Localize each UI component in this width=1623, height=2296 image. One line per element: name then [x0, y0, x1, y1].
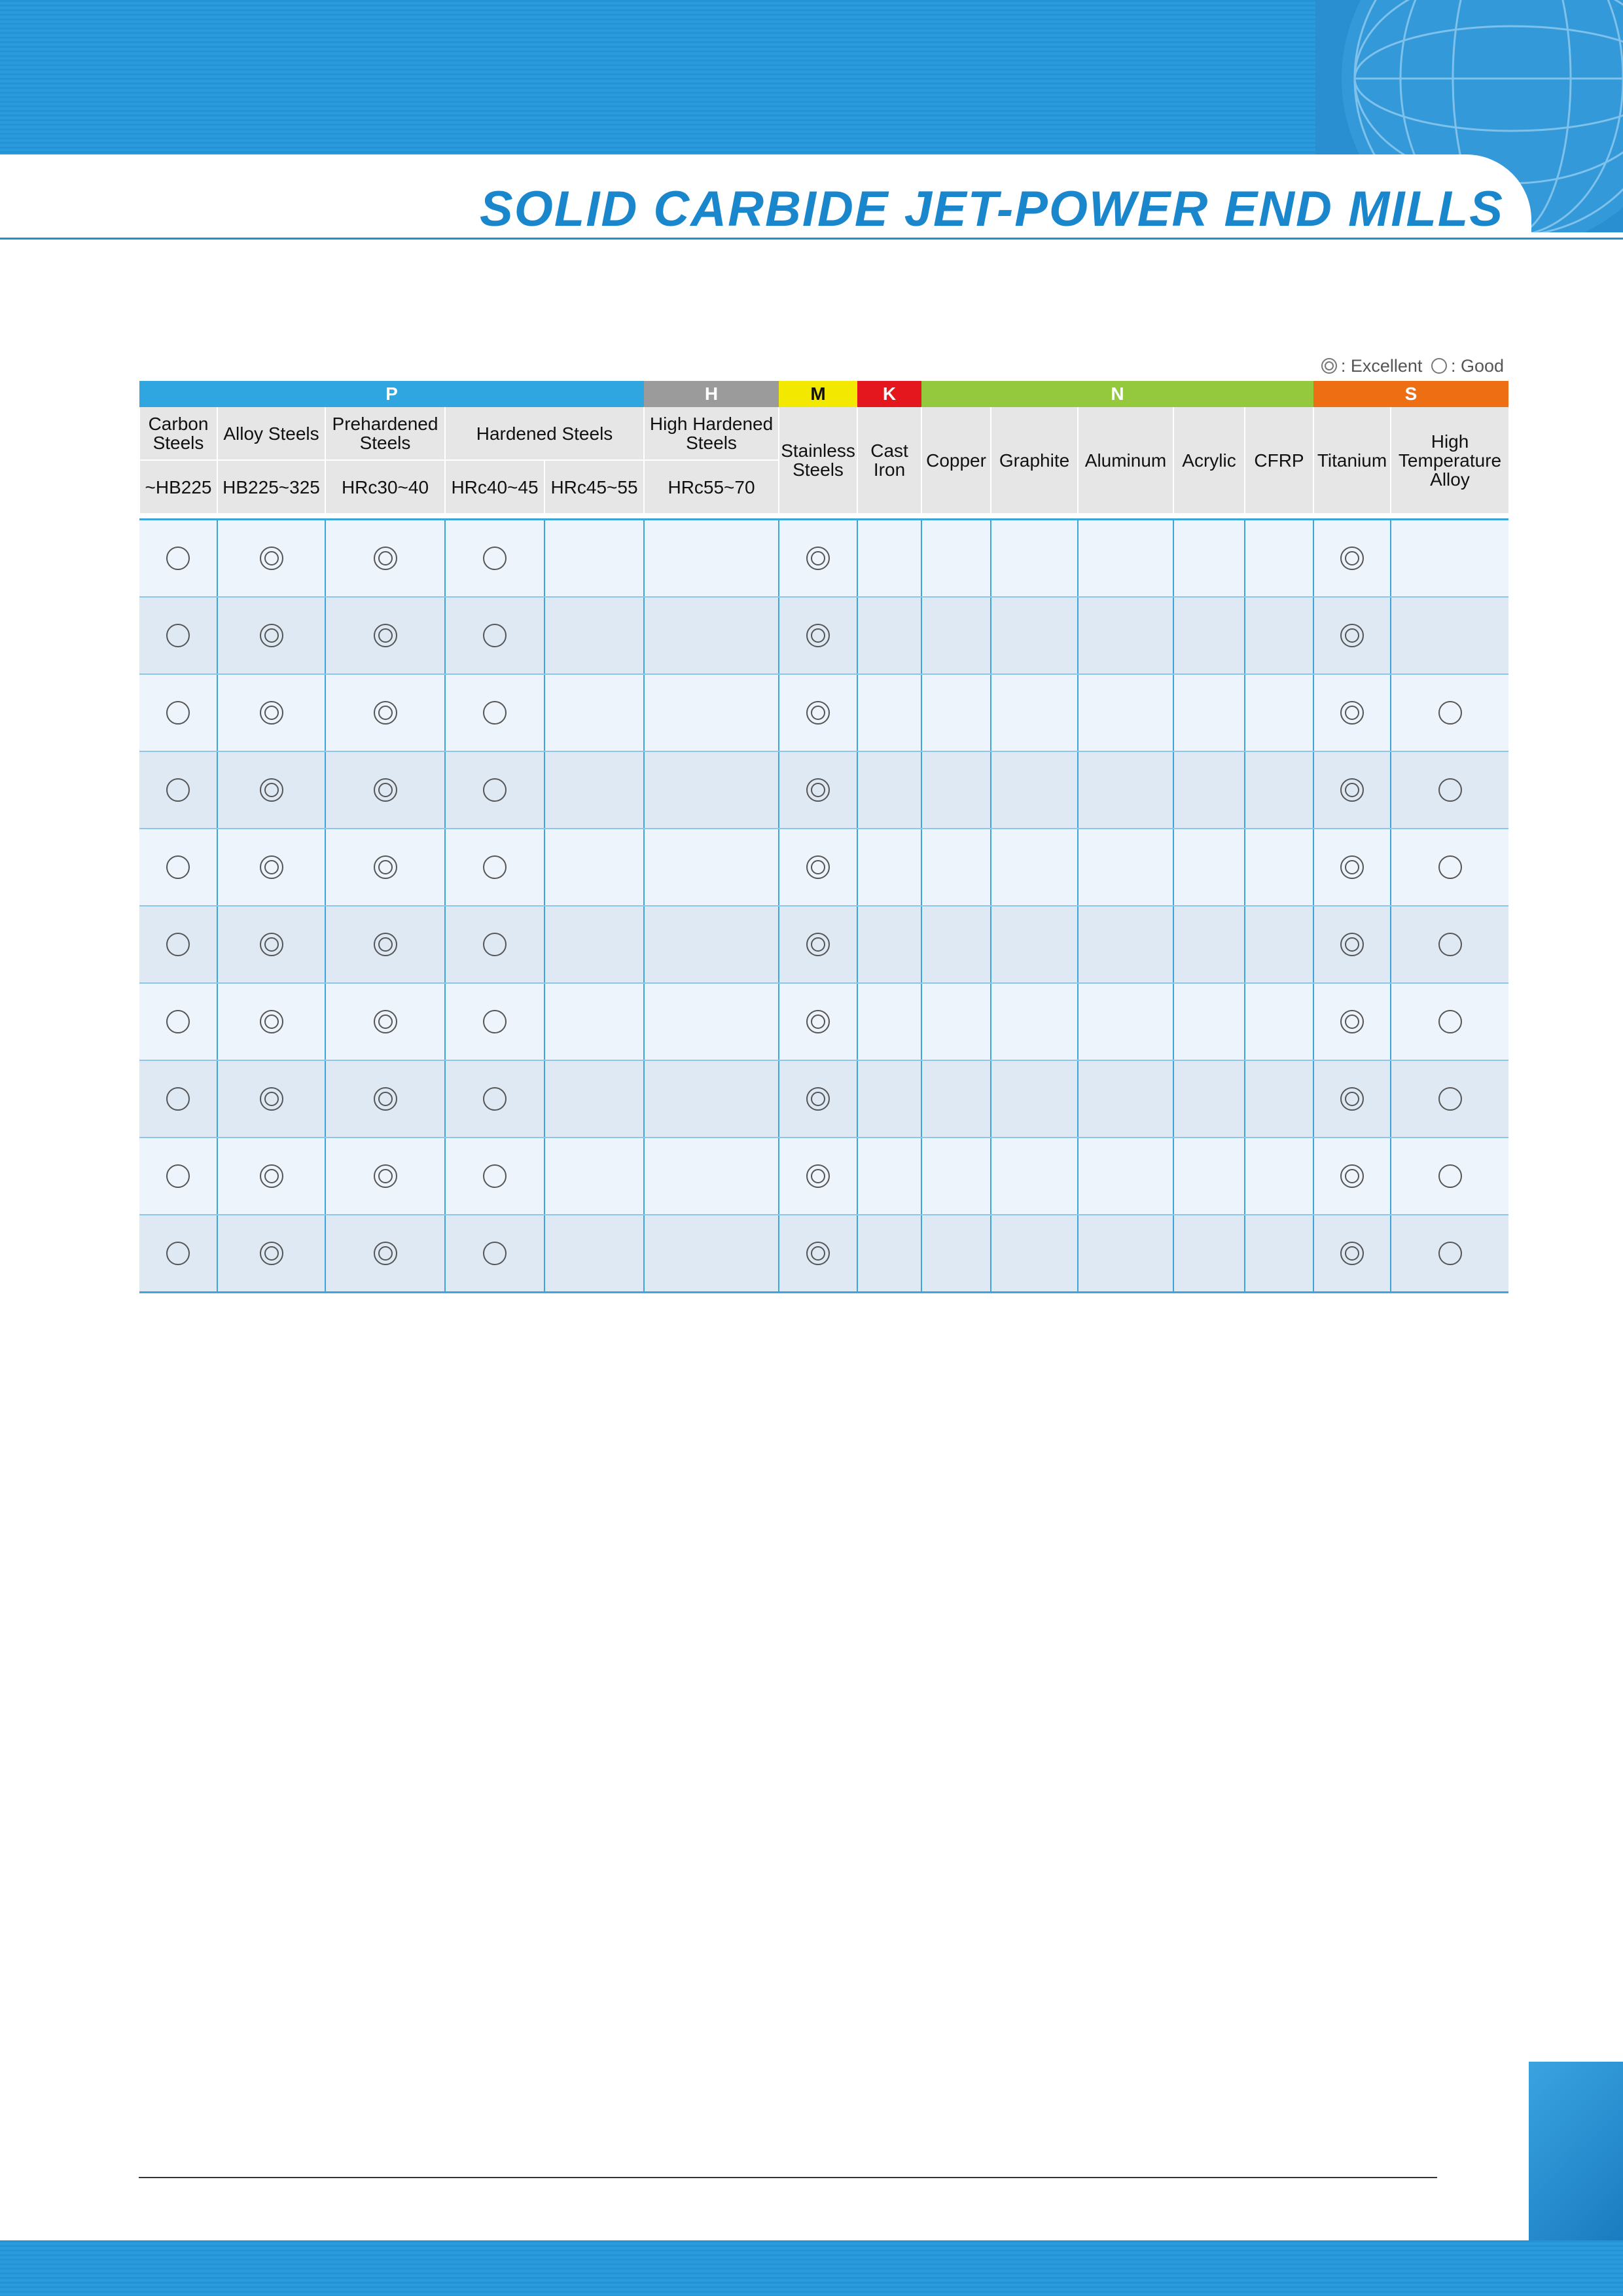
- table-cell: [921, 751, 991, 829]
- excellent-mark-icon: [806, 1010, 830, 1033]
- table-cell: [325, 906, 445, 983]
- table-row: [139, 983, 1508, 1060]
- hardness-4: HRc45~55: [544, 460, 644, 514]
- table-cell: [779, 1060, 857, 1138]
- excellent-mark-icon: [806, 1164, 830, 1188]
- table-cell: [779, 1138, 857, 1215]
- table-cell: [544, 597, 644, 674]
- header-divider: [0, 238, 1623, 240]
- excellent-mark-icon: [260, 1010, 283, 1033]
- excellent-mark-icon: [260, 1087, 283, 1111]
- footer-panel: [1440, 2029, 1529, 2240]
- hardness-2: HRc30~40: [325, 460, 445, 514]
- table-cell: [1173, 751, 1245, 829]
- table-cell: [779, 906, 857, 983]
- hardness-5: HRc55~70: [644, 460, 779, 514]
- table-cell: [1078, 520, 1173, 598]
- col-aluminum: Aluminum: [1078, 407, 1173, 514]
- table-cell: [445, 829, 544, 906]
- table-cell: [544, 751, 644, 829]
- table-cell: [1313, 520, 1391, 598]
- table-cell: [445, 906, 544, 983]
- table-cell: [857, 520, 921, 598]
- table-cell: [1173, 674, 1245, 751]
- table-cell: [921, 906, 991, 983]
- table-cell: [544, 674, 644, 751]
- excellent-mark-icon: [260, 624, 283, 647]
- good-mark-icon: [166, 1164, 190, 1188]
- table-cell: [217, 829, 325, 906]
- excellent-mark-icon: [374, 701, 397, 725]
- excellent-mark-icon: [806, 778, 830, 802]
- table-cell: [139, 1138, 217, 1215]
- table-cell: [857, 906, 921, 983]
- table-row: [139, 1138, 1508, 1215]
- table-row: [139, 906, 1508, 983]
- good-mark-icon: [1438, 1242, 1462, 1265]
- table-cell: [1078, 751, 1173, 829]
- table-cell: [1391, 751, 1508, 829]
- table-cell: [445, 674, 544, 751]
- table-cell: [991, 983, 1078, 1060]
- excellent-mark-icon: [260, 1164, 283, 1188]
- table-cell: [779, 597, 857, 674]
- table-row: [139, 751, 1508, 829]
- good-mark-icon: [166, 933, 190, 956]
- table-cell: [1078, 1215, 1173, 1293]
- table-cell: [1391, 597, 1508, 674]
- good-mark-icon: [483, 778, 507, 802]
- group-k: K: [857, 381, 921, 407]
- table-cell: [1313, 751, 1391, 829]
- group-p: P: [139, 381, 644, 407]
- table-cell: [445, 751, 544, 829]
- table-cell: [857, 1060, 921, 1138]
- table-cell: [139, 674, 217, 751]
- table-cell: [544, 983, 644, 1060]
- page-title: SOLID CARBIDE JET-POWER END MILLS: [480, 181, 1504, 237]
- excellent-mark-icon: [260, 547, 283, 570]
- table-cell: [1391, 1138, 1508, 1215]
- table-cell: [1245, 520, 1313, 598]
- table-cell: [1313, 1138, 1391, 1215]
- table-cell: [1245, 674, 1313, 751]
- table-cell: [857, 597, 921, 674]
- good-mark-icon: [166, 1242, 190, 1265]
- table-cell: [779, 1215, 857, 1293]
- table-cell: [1245, 597, 1313, 674]
- table-cell: [1245, 906, 1313, 983]
- table-cell: [1391, 674, 1508, 751]
- excellent-mark-icon: [806, 1242, 830, 1265]
- good-mark-icon: [483, 1010, 507, 1033]
- col-high-hardened-steels: High Hardened Steels: [644, 407, 779, 460]
- excellent-mark-icon: [374, 933, 397, 956]
- excellent-mark-icon: [1340, 624, 1364, 647]
- excellent-mark-icon: [806, 1087, 830, 1111]
- excellent-mark-icon: [260, 1242, 283, 1265]
- excellent-mark-icon: [374, 778, 397, 802]
- good-mark-icon: [166, 547, 190, 570]
- good-mark-icon: [483, 855, 507, 879]
- table-cell: [139, 597, 217, 674]
- table-cell: [1245, 1060, 1313, 1138]
- table-body: [139, 520, 1508, 1293]
- col-high-temperature-alloy: High Temperature Alloy: [1391, 407, 1508, 514]
- footer-band: [0, 2240, 1623, 2296]
- table-cell: [991, 906, 1078, 983]
- hardness-0: ~HB225: [139, 460, 217, 514]
- good-mark-icon: [483, 701, 507, 725]
- good-mark-icon: [1438, 778, 1462, 802]
- table-row: [139, 597, 1508, 674]
- excellent-mark-icon: [260, 701, 283, 725]
- excellent-mark-icon: [1340, 933, 1364, 956]
- good-mark-icon: [483, 1087, 507, 1111]
- table-cell: [1391, 906, 1508, 983]
- table-cell: [991, 829, 1078, 906]
- excellent-mark-icon: [374, 1164, 397, 1188]
- excellent-mark-icon: [1340, 701, 1364, 725]
- excellent-mark-icon: [806, 855, 830, 879]
- table-cell: [445, 520, 544, 598]
- table-cell: [644, 1138, 779, 1215]
- col-hardened-steels: Hardened Steels: [445, 407, 644, 460]
- table-cell: [1078, 1060, 1173, 1138]
- table-cell: [217, 983, 325, 1060]
- footer-divider: [139, 2177, 1437, 2178]
- table-cell: [644, 829, 779, 906]
- material-suitability-table: [139, 381, 1508, 1293]
- excellent-mark-icon: [374, 855, 397, 879]
- excellent-mark-icon: [806, 624, 830, 647]
- table-cell: [139, 906, 217, 983]
- good-mark-icon: [1438, 933, 1462, 956]
- col-cast-iron: Cast Iron: [857, 407, 921, 514]
- table-cell: [921, 1138, 991, 1215]
- table-cell: [217, 1215, 325, 1293]
- table-cell: [1391, 1215, 1508, 1293]
- table-cell: [1313, 1060, 1391, 1138]
- excellent-mark-icon: [374, 547, 397, 570]
- good-mark-icon: [483, 624, 507, 647]
- col-copper: Copper: [921, 407, 991, 514]
- table-cell: [139, 751, 217, 829]
- good-mark-icon: [1438, 1087, 1462, 1111]
- table-cell: [779, 983, 857, 1060]
- table-row: [139, 1060, 1508, 1138]
- legend-good: : Good: [1450, 356, 1504, 376]
- excellent-mark-icon: [1340, 1164, 1364, 1188]
- table-cell: [1173, 906, 1245, 983]
- table-cell: [779, 751, 857, 829]
- good-mark-icon: [1438, 701, 1462, 725]
- col-stainless-steels: Stainless Steels: [779, 407, 857, 514]
- table-cell: [921, 1215, 991, 1293]
- table-cell: [1173, 1215, 1245, 1293]
- table-cell: [644, 1215, 779, 1293]
- table-cell: [544, 520, 644, 598]
- table-cell: [1173, 1138, 1245, 1215]
- table-cell: [1313, 906, 1391, 983]
- table-cell: [139, 829, 217, 906]
- excellent-mark-icon: [1340, 1087, 1364, 1111]
- table-cell: [1078, 829, 1173, 906]
- excellent-mark-icon: [806, 547, 830, 570]
- table-cell: [644, 906, 779, 983]
- table-cell: [139, 1215, 217, 1293]
- excellent-mark-icon: [260, 778, 283, 802]
- table-cell: [921, 674, 991, 751]
- table-cell: [445, 597, 544, 674]
- col-prehardened-steels: Prehardened Steels: [325, 407, 445, 460]
- table-cell: [991, 1215, 1078, 1293]
- table-cell: [325, 674, 445, 751]
- group-m: M: [779, 381, 857, 407]
- good-mark-icon: [166, 1010, 190, 1033]
- table-cell: [644, 597, 779, 674]
- table-cell: [1078, 1138, 1173, 1215]
- table-cell: [779, 674, 857, 751]
- excellent-mark-icon: [374, 1010, 397, 1033]
- table-cell: [544, 906, 644, 983]
- table-cell: [644, 1060, 779, 1138]
- table-cell: [1173, 597, 1245, 674]
- table-cell: [1245, 1138, 1313, 1215]
- good-symbol-icon: [1431, 358, 1447, 374]
- table-cell: [644, 983, 779, 1060]
- excellent-mark-icon: [1340, 1010, 1364, 1033]
- good-mark-icon: [166, 1087, 190, 1111]
- table-cell: [857, 1215, 921, 1293]
- table-cell: [1391, 1060, 1508, 1138]
- table-cell: [445, 1215, 544, 1293]
- col-titanium: Titanium: [1313, 407, 1391, 514]
- group-s: S: [1313, 381, 1508, 407]
- table-cell: [544, 1060, 644, 1138]
- table-cell: [857, 983, 921, 1060]
- table-cell: [139, 1060, 217, 1138]
- table-cell: [991, 751, 1078, 829]
- table-cell: [921, 983, 991, 1060]
- group-h: H: [644, 381, 779, 407]
- table-cell: [1245, 1215, 1313, 1293]
- excellent-mark-icon: [806, 701, 830, 725]
- table-cell: [1078, 983, 1173, 1060]
- excellent-mark-icon: [1340, 547, 1364, 570]
- table-cell: [991, 1060, 1078, 1138]
- good-mark-icon: [483, 547, 507, 570]
- table-cell: [644, 674, 779, 751]
- table-cell: [1173, 983, 1245, 1060]
- excellent-mark-icon: [1340, 855, 1364, 879]
- table-cell: [857, 751, 921, 829]
- table-cell: [779, 520, 857, 598]
- excellent-mark-icon: [1340, 778, 1364, 802]
- table-cell: [1313, 1215, 1391, 1293]
- table-cell: [1173, 520, 1245, 598]
- col-graphite: Graphite: [991, 407, 1078, 514]
- col-cfrp: CFRP: [1245, 407, 1313, 514]
- table-cell: [325, 1215, 445, 1293]
- table-cell: [921, 597, 991, 674]
- table-row: [139, 520, 1508, 598]
- table-cell: [1313, 674, 1391, 751]
- table-cell: [217, 520, 325, 598]
- col-acrylic: Acrylic: [1173, 407, 1245, 514]
- good-mark-icon: [1438, 1010, 1462, 1033]
- table-cell: [1391, 520, 1508, 598]
- table-cell: [857, 674, 921, 751]
- globe-graphic-bottom: [1529, 2062, 1623, 2240]
- good-mark-icon: [483, 1164, 507, 1188]
- excellent-mark-icon: [374, 624, 397, 647]
- table-cell: [1313, 597, 1391, 674]
- table-cell: [139, 520, 217, 598]
- table-cell: [1313, 983, 1391, 1060]
- col-carbon-steels: Carbon Steels: [139, 407, 217, 460]
- legend: [1317, 356, 1504, 376]
- table-cell: [1391, 829, 1508, 906]
- table-row: [139, 829, 1508, 906]
- group-n: N: [921, 381, 1313, 407]
- excellent-symbol-icon: [1321, 358, 1337, 374]
- table-cell: [325, 829, 445, 906]
- table-cell: [1078, 597, 1173, 674]
- table-cell: [1313, 829, 1391, 906]
- excellent-mark-icon: [260, 933, 283, 956]
- good-mark-icon: [166, 701, 190, 725]
- good-mark-icon: [166, 855, 190, 879]
- table-cell: [445, 1060, 544, 1138]
- table-cell: [217, 906, 325, 983]
- table-cell: [325, 751, 445, 829]
- table-cell: [779, 829, 857, 906]
- table-cell: [1245, 983, 1313, 1060]
- table-cell: [1245, 829, 1313, 906]
- table-cell: [991, 674, 1078, 751]
- table-cell: [217, 751, 325, 829]
- table-cell: [217, 1060, 325, 1138]
- table-cell: [544, 829, 644, 906]
- table-cell: [991, 597, 1078, 674]
- good-mark-icon: [1438, 855, 1462, 879]
- table-cell: [544, 1215, 644, 1293]
- table-cell: [325, 983, 445, 1060]
- table-cell: [921, 520, 991, 598]
- table-cell: [139, 983, 217, 1060]
- table-cell: [217, 674, 325, 751]
- hardness-3: HRc40~45: [445, 460, 544, 514]
- table-cell: [217, 597, 325, 674]
- good-mark-icon: [166, 624, 190, 647]
- table-cell: [644, 751, 779, 829]
- excellent-mark-icon: [806, 933, 830, 956]
- table-cell: [325, 1060, 445, 1138]
- table-cell: [1078, 674, 1173, 751]
- excellent-mark-icon: [374, 1087, 397, 1111]
- table-cell: [921, 829, 991, 906]
- excellent-mark-icon: [374, 1242, 397, 1265]
- header-spacer: [139, 514, 1508, 520]
- table-row: [139, 1215, 1508, 1293]
- table-cell: [857, 829, 921, 906]
- table-cell: [991, 1138, 1078, 1215]
- table-cell: [1173, 829, 1245, 906]
- table-cell: [1245, 751, 1313, 829]
- table-cell: [857, 1138, 921, 1215]
- table-cell: [991, 520, 1078, 598]
- good-mark-icon: [483, 933, 507, 956]
- hardness-1: HB225~325: [217, 460, 325, 514]
- legend-excellent: : Excellent: [1340, 356, 1423, 376]
- table-cell: [1391, 983, 1508, 1060]
- table-cell: [325, 597, 445, 674]
- excellent-mark-icon: [1340, 1242, 1364, 1265]
- table-cell: [644, 520, 779, 598]
- table-cell: [921, 1060, 991, 1138]
- good-mark-icon: [166, 778, 190, 802]
- good-mark-icon: [1438, 1164, 1462, 1188]
- table-row: [139, 674, 1508, 751]
- table-cell: [445, 983, 544, 1060]
- table-cell: [1078, 906, 1173, 983]
- table-cell: [325, 520, 445, 598]
- col-alloy-steels: Alloy Steels: [217, 407, 325, 460]
- table-cell: [544, 1138, 644, 1215]
- table-cell: [445, 1138, 544, 1215]
- table-cell: [1173, 1060, 1245, 1138]
- table-cell: [217, 1138, 325, 1215]
- table-cell: [325, 1138, 445, 1215]
- good-mark-icon: [483, 1242, 507, 1265]
- excellent-mark-icon: [260, 855, 283, 879]
